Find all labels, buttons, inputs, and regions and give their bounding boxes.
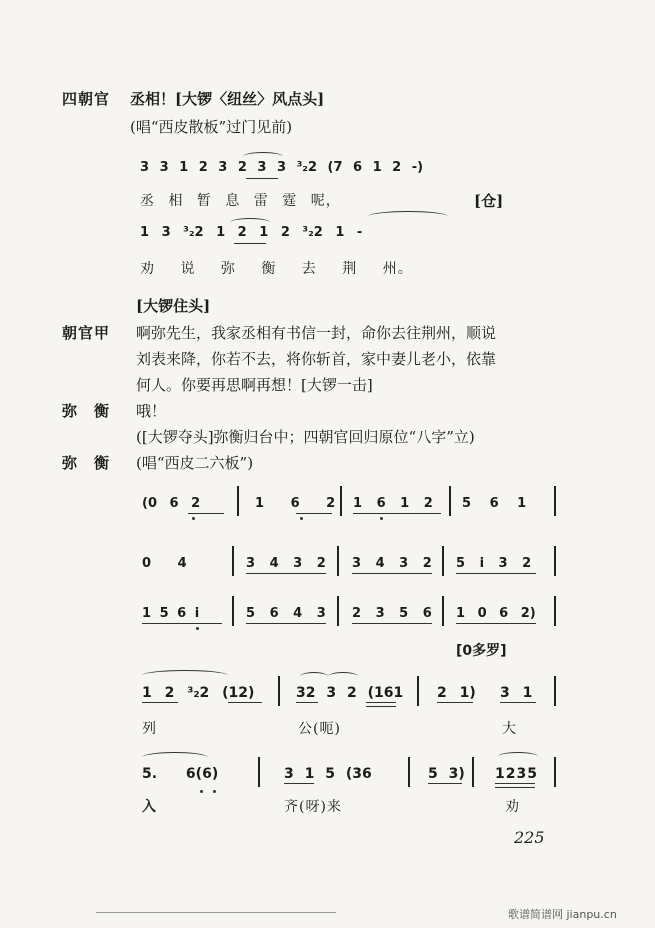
measure: 1 2 ³₂2 (12): [142, 685, 255, 701]
barline: [554, 757, 556, 787]
slur: [243, 152, 283, 161]
measure: 1 6 1 2: [353, 496, 433, 511]
measure: (0 6 2: [142, 496, 201, 511]
barline: [554, 546, 556, 576]
lyric: 大: [502, 721, 517, 737]
underline: [495, 787, 535, 788]
measure: 3 1 5 (36: [284, 766, 372, 782]
page-number: 225: [514, 828, 545, 847]
underline: [246, 573, 326, 574]
dialogue-line: 何人。你要再思啊再想！[大锣一击]: [136, 376, 373, 394]
stage-direction: (唱“西皮二六板”): [136, 454, 254, 472]
octave-dot: [200, 790, 203, 793]
underline: [188, 513, 224, 514]
measure: 5 6 1: [462, 496, 527, 511]
lyrics-line: 劝 说 弥 衡 去 荆 州。: [140, 261, 413, 277]
barline: [337, 596, 339, 626]
divider: [96, 912, 336, 913]
barline: [408, 757, 410, 787]
percussion-cue: [0多罗]: [456, 643, 507, 659]
underline: [456, 623, 536, 624]
lyrics-line: 丞 相 暂 息 雷 霆 呢，: [140, 193, 341, 209]
lyric: 齐(呀)来: [284, 799, 342, 815]
lyric: 入: [142, 799, 157, 815]
stage-direction: ([大锣夺头]弥衡归台中；四朝官回归原位“八字”立): [136, 428, 475, 446]
octave-dot: [380, 517, 383, 520]
barline: [278, 676, 280, 706]
slur: [328, 672, 358, 681]
barline: [337, 546, 339, 576]
underline: [142, 623, 222, 624]
underline: [352, 623, 432, 624]
slur: [300, 672, 328, 681]
dialogue-line: 啊弥先生，我家丞相有书信一封，命你去往荆州，顺说: [136, 324, 497, 342]
slur: [230, 218, 270, 227]
octave-dot: [213, 790, 216, 793]
measure: 1235: [495, 766, 538, 782]
measure: 5 i 3 2: [456, 556, 532, 571]
speaker-label: 四朝官: [62, 90, 111, 108]
octave-dot: [196, 627, 199, 630]
measure: 3 4 3 2: [246, 556, 326, 571]
stage-direction: [大锣住头]: [136, 297, 211, 315]
speaker-label: 弥 衡: [62, 402, 111, 420]
barline: [417, 676, 419, 706]
slur: [142, 670, 228, 681]
barline: [232, 546, 234, 576]
barline: [340, 486, 342, 516]
measure: 5 6 4 3: [246, 606, 326, 621]
barline: [554, 486, 556, 516]
underline: [246, 623, 326, 624]
lyric: 劝: [505, 799, 520, 815]
slur: [142, 752, 208, 763]
barline: [449, 486, 451, 516]
measure: 1 5 6 i: [142, 606, 200, 621]
octave-dot: [192, 517, 195, 520]
barline: [237, 486, 239, 516]
measure: 32 3 2 (161: [296, 685, 404, 701]
dialogue-line: 丞相！[大锣〈纽丝〉风点头]: [130, 90, 325, 108]
underline: [500, 702, 536, 703]
slur: [498, 752, 538, 761]
barline: [442, 546, 444, 576]
measure: 3 4 3 2: [352, 556, 432, 571]
dialogue-line: 刘表来降，你若不去，将你斩首，家中妻儿老小，依靠: [136, 350, 497, 368]
speaker-label: 弥 衡: [62, 454, 111, 472]
barline: [554, 676, 556, 706]
barline: [442, 596, 444, 626]
underline: [352, 573, 432, 574]
measure: 1 0 6 2): [456, 606, 536, 621]
lyric: 公(呃): [298, 721, 341, 737]
measure: 2 1): [437, 685, 476, 701]
underline: [366, 702, 396, 703]
underline: [437, 702, 473, 703]
underline: [456, 573, 536, 574]
underline: [246, 178, 278, 179]
underline: [353, 513, 441, 514]
underline: [366, 706, 396, 707]
measure: 5 3): [428, 766, 465, 782]
underline: [495, 783, 535, 784]
slur: [368, 211, 448, 222]
underline: [428, 783, 462, 784]
measure: 5. 6(6): [142, 766, 219, 782]
dialogue-line: 哦！: [136, 402, 167, 420]
lyric: 列: [142, 721, 157, 737]
underline: [296, 513, 332, 514]
measure: 0 4: [142, 556, 187, 571]
speaker-label: 朝官甲: [62, 324, 111, 342]
underline: [296, 702, 318, 703]
barline: [554, 596, 556, 626]
measure: 3 1: [500, 685, 533, 701]
underline: [284, 783, 314, 784]
stage-direction: (唱“西皮散板”过门见前): [130, 118, 293, 136]
octave-dot: [300, 517, 303, 520]
percussion-cue: [仓]: [474, 192, 504, 210]
measure: 1 6 2: [255, 496, 336, 511]
barline: [472, 757, 474, 787]
notation-line: 1 3 ³₂2 1 2 1 2 ³₂2 1 -: [140, 225, 363, 240]
measure: 2 3 5 6: [352, 606, 432, 621]
notation-line: 3 3 1 2 3 2 3 3 ³₂2 (7 6 1 2 -): [140, 160, 424, 175]
barline: [232, 596, 234, 626]
barline: [258, 757, 260, 787]
underline: [228, 702, 262, 703]
watermark: 歌谱简谱网 jianpu.cn: [508, 908, 617, 921]
underline: [142, 702, 178, 703]
underline: [234, 243, 266, 244]
